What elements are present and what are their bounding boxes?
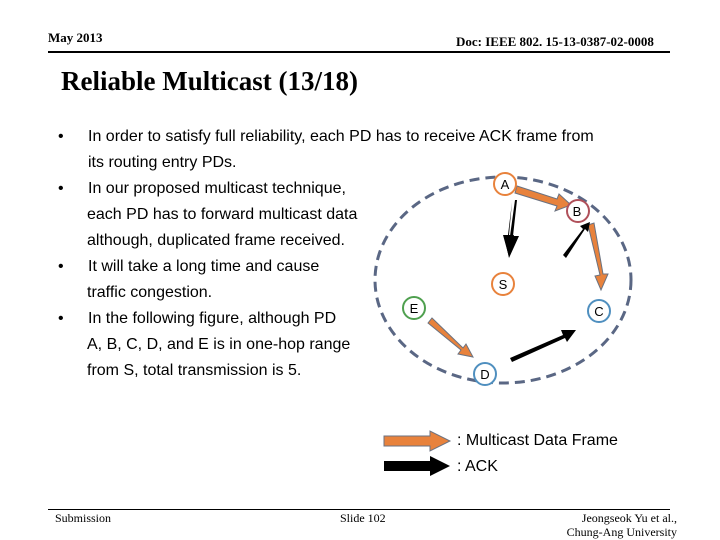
bullet-text: It will take a long time and cause — [88, 258, 320, 275]
bullet-text: although, duplicated frame received. — [87, 232, 345, 249]
bullet-marker: • — [58, 180, 64, 197]
bullet-text: A, B, C, D, and E is in one-hop range — [87, 336, 351, 353]
node-s-label: S — [498, 277, 508, 292]
legend-multicast-label: : Multicast Data Frame — [457, 432, 618, 449]
multicast-arrow-e-d — [428, 318, 473, 357]
bullet-marker: • — [58, 258, 64, 275]
node-b — [567, 200, 589, 222]
bullet-text: In order to satisfy full reliability, each PD has to receive ACK frame from — [88, 128, 594, 145]
multicast-arrow-a-b — [515, 186, 571, 211]
footer-slide-number: Slide 102 — [340, 511, 386, 525]
node-e — [403, 297, 425, 319]
node-a-label: A — [500, 177, 510, 192]
header-doc-id: Doc: IEEE 802. 15-13-0387-02-0008 — [456, 34, 654, 49]
legend-ack-label: : ACK — [457, 458, 498, 475]
ack-arrow-s-a — [504, 200, 519, 258]
node-b-label: B — [572, 204, 582, 219]
bullet-text: its routing entry PDs. — [88, 154, 237, 171]
node-c-label: C — [594, 304, 604, 319]
node-c — [588, 300, 610, 322]
footer-author: Jeongseok Yu et al., — [581, 511, 677, 525]
bullet-text: traffic congestion. — [87, 284, 213, 301]
ack-arrows — [503, 200, 590, 362]
footer-rule — [48, 509, 670, 510]
bullet-text: In our proposed multicast technique, — [88, 180, 346, 197]
ack-arrow-c-b — [563, 222, 590, 258]
node-d-label: D — [480, 367, 490, 382]
bullet-text: In the following figure, although PD — [88, 310, 337, 327]
multicast-arrow-b-c — [588, 223, 608, 290]
slide-title: Reliable Multicast (13/18) — [61, 66, 358, 96]
legend-ack-arrow — [384, 456, 450, 476]
legend-multicast-arrow — [384, 431, 450, 451]
node-e-label: E — [409, 301, 419, 316]
node-s — [492, 273, 514, 295]
bullet-text: each PD has to forward multicast data — [87, 206, 358, 223]
footer-submission: Submission — [55, 511, 112, 525]
bullet-text: from S, total transmission is 5. — [87, 362, 302, 379]
node-d — [474, 363, 496, 385]
bullet-marker: • — [58, 128, 64, 145]
ack-arrow-d-c — [510, 330, 576, 362]
footer-affiliation: Chung-Ang University — [566, 525, 677, 539]
bullet-marker: • — [58, 310, 64, 327]
node-a — [494, 173, 516, 195]
header-date: May 2013 — [48, 30, 103, 45]
